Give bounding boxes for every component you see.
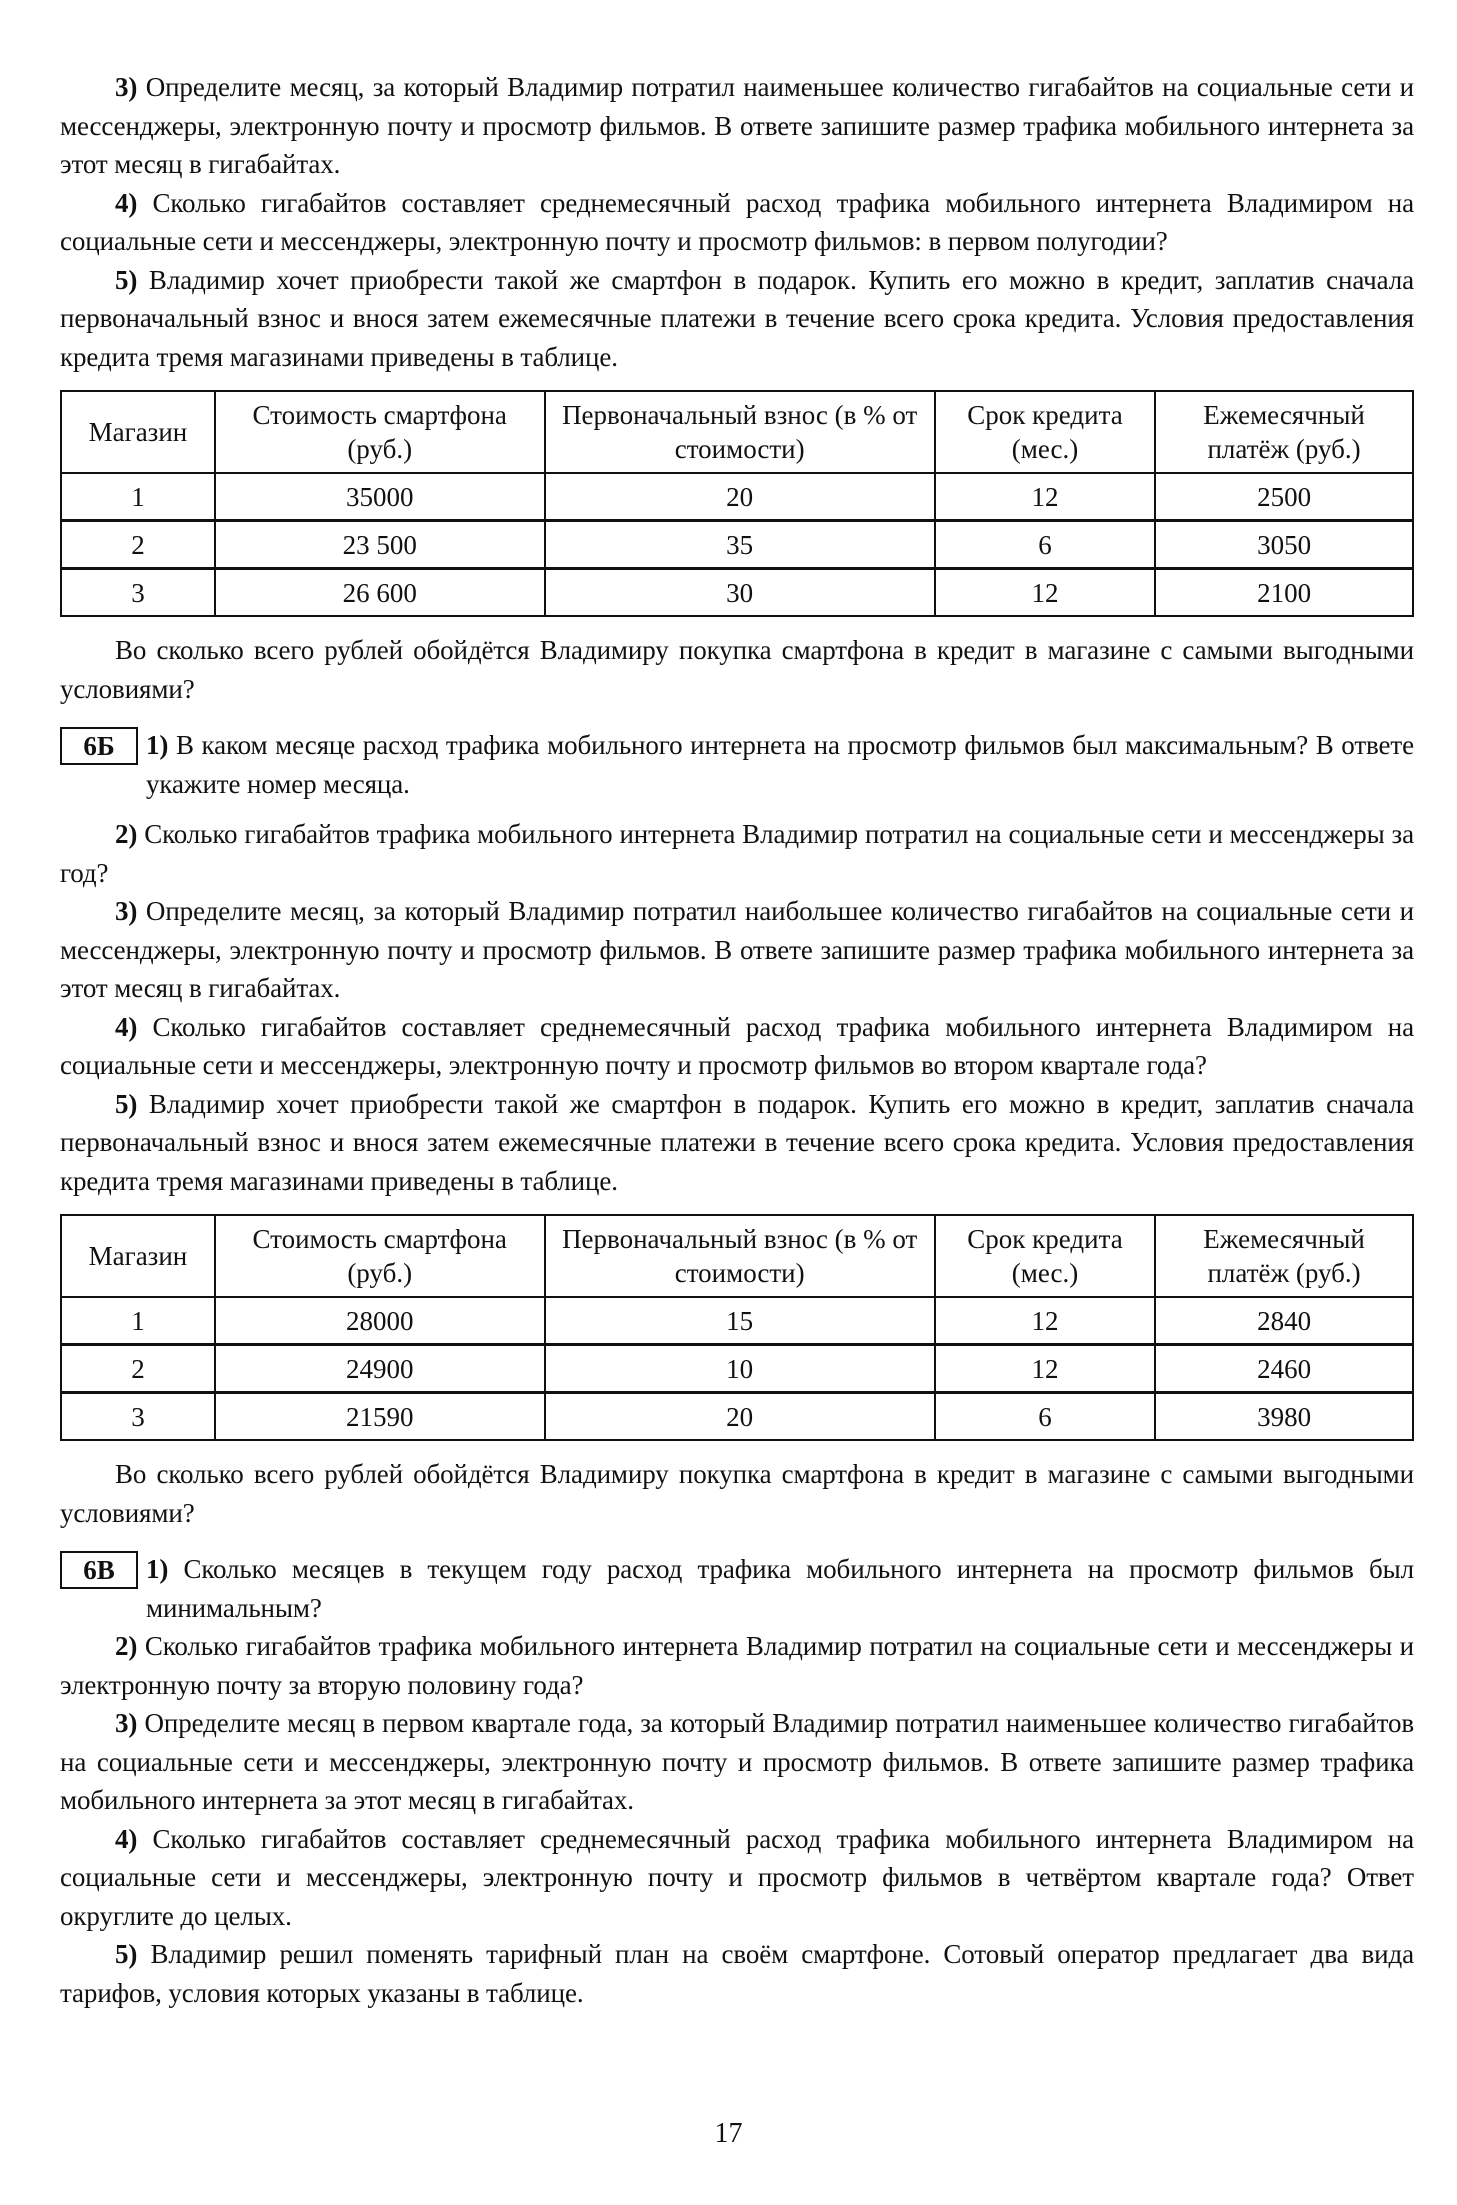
table-cell: 21590 [215, 1393, 545, 1441]
question-a5-prompt: Во сколько всего рублей обойдётся Владимиру покупка смартфона в кредит в магазине с самыми выгодными условиями? [60, 635, 1414, 704]
question-c1 [146, 1550, 1414, 1627]
table-cell: 2 [61, 521, 215, 569]
column-header: Ежемесячный платёж (руб.) [1155, 391, 1413, 473]
table-cell: 12 [935, 1297, 1155, 1345]
table-cell: 26 600 [215, 569, 545, 617]
question-b4 [60, 1008, 1414, 1085]
table-cell: 12 [935, 1345, 1155, 1393]
table-cell: 6 [935, 521, 1155, 569]
question-b3 [60, 892, 1414, 1008]
table-cell: 15 [545, 1297, 935, 1345]
question-text: Определите месяц в первом квартале года, за который Владимир потратил наименьшее количество гигабайтов на социальные сети и мессенджеры, электронную почту и просмотр фильмов. В ответе запишите размер трафика мобильного интернета за этот месяц в гигабайтах. [60, 1708, 1414, 1815]
table-row [61, 1393, 1413, 1441]
question-c4 [60, 1820, 1414, 1936]
table-row [61, 521, 1413, 569]
table-row [61, 1297, 1413, 1345]
question-number: 3) [115, 1708, 138, 1738]
question-text: Владимир решил поменять тарифный план на своём смартфоне. Сотовый оператор предлагает два вида тарифов, условия которых указаны в таблице. [60, 1939, 1414, 2008]
table-cell: 2 [61, 1345, 215, 1393]
credit-table-a [60, 390, 1414, 617]
variant-badge: 6В [60, 1551, 138, 1589]
question-b5-prompt: Во сколько всего рублей обойдётся Владимиру покупка смартфона в кредит в магазине с самыми выгодными условиями? [60, 1459, 1414, 1528]
table-cell: 6 [935, 1393, 1155, 1441]
column-header: Стоимость смартфона (руб.) [215, 391, 545, 473]
column-header: Магазин [61, 391, 215, 473]
page-number: 17 [714, 2118, 743, 2149]
credit-table-b [60, 1214, 1414, 1441]
table-cell: 3050 [1155, 521, 1413, 569]
table-row [61, 569, 1413, 617]
question-number: 3) [115, 72, 138, 102]
column-header: Ежемесячный платёж (руб.) [1155, 1215, 1413, 1297]
question-number: 2) [115, 819, 138, 849]
table-cell: 12 [935, 473, 1155, 521]
question-number: 3) [115, 896, 138, 926]
question-text: В каком месяце расход трафика мобильного интернета на просмотр фильмов был максимальным? В ответе укажите номер месяца. [146, 730, 1414, 799]
question-number: 4) [115, 1823, 138, 1854]
question-text: Определите месяц, за который Владимир потратил наибольшее количество гигабайтов на социальные сети и мессенджеры, электронную почту и просмотр фильмов. В ответе запишите размер трафика мобильного интернета за этот месяц в гигабайтах. [60, 896, 1414, 1003]
question-number: 1) [146, 730, 169, 760]
question-text: Владимир хочет приобрести такой же смартфон в подарок. Купить его можно в кредит, заплатив сначала первоначальный взнос и внося затем ежемесячные платежи в течение всего срока кредита. Условия предоставления кредита тремя магазинами приведены в таблице. [60, 1088, 1415, 1196]
column-header: Первоначальный взнос (в % от стоимости) [545, 1215, 935, 1297]
table-cell: 35000 [215, 473, 545, 521]
table-cell: 10 [545, 1345, 935, 1393]
table-cell: 23 500 [215, 521, 545, 569]
question-c5 [60, 1935, 1414, 2012]
question-number: 5) [115, 264, 138, 295]
variant-badge: 6Б [60, 727, 138, 765]
question-text: Определите месяц, за который Владимир потратил наименьшее количество гигабайтов на социальные сети и мессенджеры, электронную почту и просмотр фильмов. В ответе запишите размер трафика мобильного интернета за этот месяц в гигабайтах. [60, 72, 1415, 179]
question-c3 [60, 1704, 1414, 1820]
table-cell: 24900 [215, 1345, 545, 1393]
question-text: Сколько гигабайтов трафика мобильного интернета Владимир потратил на социальные сети и мессенджеры за год? [60, 819, 1414, 888]
question-number: 1) [146, 1554, 169, 1584]
table-row [61, 1345, 1413, 1393]
column-header: Срок кредита (мес.) [935, 1215, 1155, 1297]
variant-6v-q1 [60, 1550, 1414, 1627]
table-cell: 28000 [215, 1297, 545, 1345]
table-cell: 2460 [1155, 1345, 1413, 1393]
table-cell: 3980 [1155, 1393, 1413, 1441]
table-cell: 20 [545, 473, 935, 521]
table-cell: 1 [61, 1297, 215, 1345]
textbook-page [60, 68, 1414, 2012]
question-a3 [60, 68, 1414, 184]
question-b1 [146, 726, 1414, 803]
table-cell: 3 [61, 1393, 215, 1441]
table-cell: 3 [61, 569, 215, 617]
table-cell: 12 [935, 569, 1155, 617]
question-b2 [60, 815, 1414, 892]
question-text: Сколько гигабайтов составляет среднемесячный расход трафика мобильного интернета Владимиром на социальные сети и мессенджеры, электронную почту и просмотр фильмов во втором квартале года? [60, 1011, 1414, 1080]
question-text: Сколько гигабайтов составляет среднемесячный расход трафика мобильного интернета Владимиром на социальные сети и мессенджеры, электронную почту и просмотр фильмов: в первом полугодии? [60, 187, 1414, 256]
question-a5 [60, 261, 1414, 377]
table-header-row [61, 1215, 1413, 1297]
question-text: Сколько месяцев в текущем году расход трафика мобильного интернета на просмотр фильмов был минимальным? [146, 1554, 1414, 1623]
question-b5 [60, 1085, 1414, 1201]
table-cell: 2100 [1155, 569, 1413, 617]
table-header-row [61, 391, 1413, 473]
question-text: Сколько гигабайтов составляет среднемесячный расход трафика мобильного интернета Владимиром на социальные сети и мессенджеры, электронную почту и просмотр фильмов в четвёртом квартале года? Ответ округлите до целых. [60, 1823, 1414, 1931]
column-header: Срок кредита (мес.) [935, 391, 1155, 473]
question-a4 [60, 184, 1414, 261]
table-cell: 2500 [1155, 473, 1413, 521]
question-c2 [60, 1627, 1414, 1704]
question-number: 5) [115, 1088, 138, 1119]
question-text: Владимир хочет приобрести такой же смартфон в подарок. Купить его можно в кредит, заплатив сначала первоначальный взнос и внося затем ежемесячные платежи в течение всего срока кредита. Условия предоставления кредита тремя магазинами приведены в таблице. [60, 264, 1415, 372]
column-header: Магазин [61, 1215, 215, 1297]
question-text: Сколько гигабайтов трафика мобильного интернета Владимир потратил на социальные сети и мессенджеры и электронную почту за вторую половину года? [60, 1631, 1414, 1700]
question-number: 2) [115, 1631, 138, 1661]
question-number: 4) [115, 1011, 138, 1042]
table-cell: 1 [61, 473, 215, 521]
table-cell: 2840 [1155, 1297, 1413, 1345]
question-number: 5) [115, 1939, 138, 1969]
table-cell: 20 [545, 1393, 935, 1441]
table-cell: 30 [545, 569, 935, 617]
table-cell: 35 [545, 521, 935, 569]
question-number: 4) [115, 187, 138, 218]
variant-6b-q1 [60, 726, 1414, 803]
column-header: Первоначальный взнос (в % от стоимости) [545, 391, 935, 473]
table-row [61, 473, 1413, 521]
column-header: Стоимость смартфона (руб.) [215, 1215, 545, 1297]
